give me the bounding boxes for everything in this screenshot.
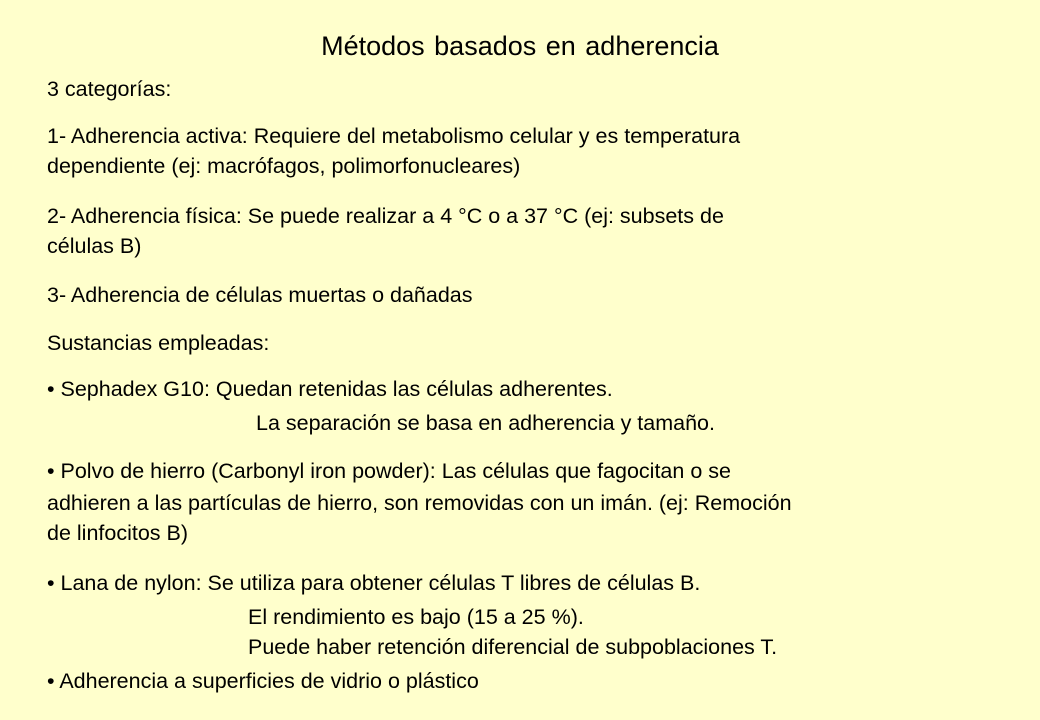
category-1-line-2: dependiente (ej: macrófagos, polimorfonucleares) bbox=[47, 154, 521, 178]
category-2-line-1: 2- Adherencia física: Se puede realizar a 4 °C o a 37 °C (ej: subsets de bbox=[47, 204, 724, 228]
nylon-line-3: Puede haber retención diferencial de subpoblaciones T. bbox=[248, 635, 778, 659]
intro-text: 3 categorías: bbox=[47, 77, 172, 101]
substances-heading: Sustancias empleadas: bbox=[47, 331, 270, 355]
sephadex-line-2: La separación se basa en adherencia y tamaño. bbox=[256, 411, 715, 435]
nylon-line-2: El rendimiento es bajo (15 a 25 %). bbox=[248, 605, 584, 629]
iron-line-2: adhieren a las partículas de hierro, son removidas con un imán. (ej: Remoción bbox=[47, 491, 792, 515]
category-1-line-1: 1- Adherencia activa: Requiere del metabolismo celular y es temperatura bbox=[47, 124, 741, 148]
glass-line-1: • Adherencia a superficies de vidrio o plástico bbox=[47, 669, 479, 693]
category-3-line-1: 3- Adherencia de células muertas o dañadas bbox=[47, 283, 473, 307]
slide-title: Métodos basados en adherencia bbox=[321, 31, 719, 61]
sephadex-line-1: • Sephadex G10: Quedan retenidas las células adherentes. bbox=[47, 377, 613, 401]
nylon-line-1: • Lana de nylon: Se utiliza para obtener células T libres de células B. bbox=[47, 571, 701, 595]
iron-line-3: de linfocitos B) bbox=[47, 521, 189, 545]
iron-line-1: • Polvo de hierro (Carbonyl iron powder): Las células que fagocitan o se bbox=[47, 459, 731, 483]
category-2-line-2: células B) bbox=[47, 234, 142, 258]
